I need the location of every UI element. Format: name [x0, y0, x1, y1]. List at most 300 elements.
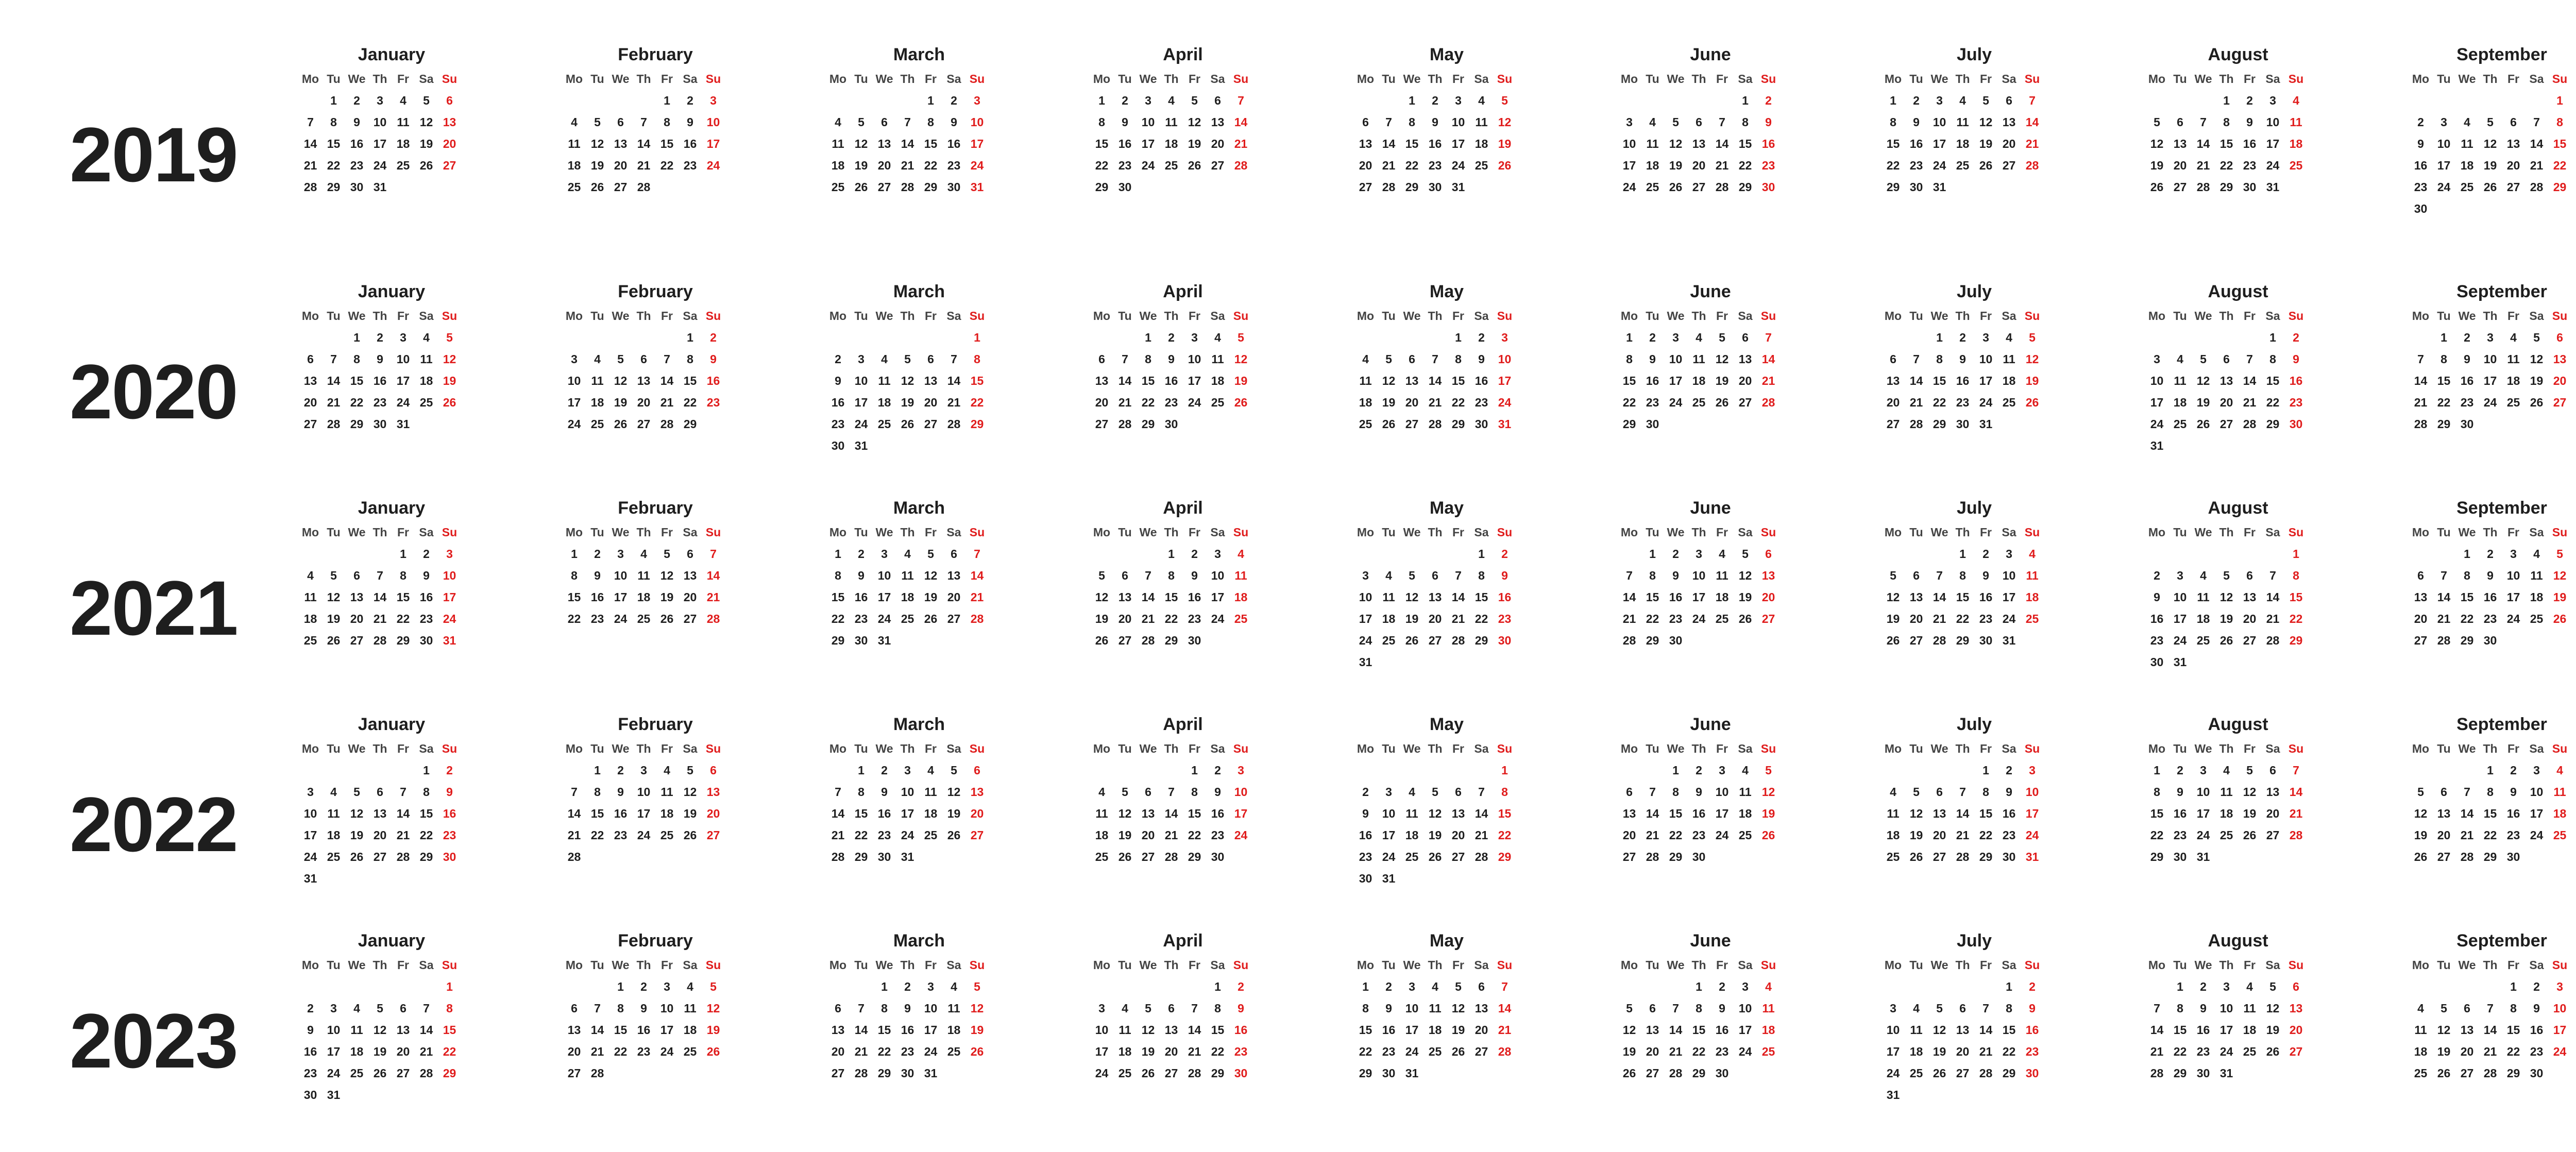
empty-cell: [1113, 976, 1137, 997]
weekday-header: Fr: [1716, 526, 1728, 539]
day-cell: 11: [947, 1002, 960, 1015]
weekday-header: We: [1139, 958, 1157, 972]
day-cell: 5: [951, 764, 957, 777]
day-cell: 15: [924, 137, 938, 150]
day-cell: 16: [1979, 590, 1993, 604]
day-cell: 6: [2441, 785, 2447, 799]
weekday-header: Tu: [1646, 72, 1659, 86]
month-day-grid: [1354, 305, 1539, 435]
day-cell: 3: [2223, 980, 2230, 993]
day-cell: 24: [373, 159, 387, 172]
day-cell: 26: [2414, 850, 2428, 863]
day-cell: 29: [1933, 417, 1946, 431]
sunday-day-cell: 24: [970, 159, 984, 172]
day-cell: 22: [567, 612, 581, 625]
day-cell: 22: [660, 159, 674, 172]
day-cell: 11: [2507, 352, 2520, 366]
day-cell: 23: [877, 828, 891, 842]
day-cell: 11: [1692, 352, 1705, 366]
empty-cell: [2409, 90, 2432, 111]
weekday-header: We: [1403, 72, 1421, 86]
day-cell: 18: [327, 828, 341, 842]
day-cell: 1: [1168, 547, 1175, 561]
sunday-day-cell: 30: [2025, 1066, 2039, 1080]
day-cell: 12: [1451, 1002, 1465, 1015]
sunday-day-cell: 23: [706, 396, 720, 409]
weekday-header: Mo: [1620, 309, 1638, 323]
day-cell: 22: [1886, 159, 1900, 172]
weekday-header: Mo: [1620, 72, 1638, 86]
weekday-header: Th: [2219, 526, 2234, 539]
day-cell: 3: [1936, 94, 1943, 107]
day-cell: 25: [1886, 850, 1900, 863]
day-cell: 29: [1141, 417, 1155, 431]
weekday-header: Su: [969, 72, 985, 86]
sunday-day-cell: 24: [2553, 1045, 2567, 1058]
day-cell: 27: [1933, 850, 1946, 863]
weekday-header: Su: [442, 742, 457, 755]
day-cell: 25: [2243, 1045, 2257, 1058]
day-cell: 10: [1451, 115, 1465, 129]
day-cell: 27: [1405, 417, 1419, 431]
sunday-day-cell: 16: [2289, 374, 2303, 387]
day-cell: 30: [2196, 1066, 2210, 1080]
weekday-header: Tu: [1646, 742, 1659, 755]
sunday-day-cell: 30: [2289, 417, 2303, 431]
day-cell: 24: [2219, 1045, 2233, 1058]
weekday-header: Th: [1955, 742, 1970, 755]
day-cell: 19: [2266, 1023, 2280, 1037]
day-cell: 3: [2533, 764, 2540, 777]
month-name: May: [1429, 45, 1464, 64]
weekday-header: Tu: [590, 958, 604, 972]
day-cell: 4: [594, 352, 601, 366]
sunday-day-cell: 21: [1234, 137, 1248, 150]
day-cell: 9: [353, 115, 360, 129]
day-cell: 28: [2414, 417, 2428, 431]
day-cell: 7: [423, 1002, 430, 1015]
day-cell: 12: [660, 569, 674, 582]
sunday-day-cell: 8: [2556, 115, 2563, 129]
day-cell: 27: [1141, 850, 1155, 863]
day-cell: 13: [396, 1023, 410, 1037]
day-cell: 23: [2414, 180, 2428, 194]
day-cell: 24: [877, 612, 891, 625]
month-day-grid: [1354, 954, 1539, 1084]
day-cell: 13: [2414, 590, 2428, 604]
weekday-header: We: [348, 72, 366, 86]
day-cell: 25: [1692, 396, 1706, 409]
sunday-day-cell: 30: [443, 850, 456, 863]
day-cell: 20: [614, 159, 628, 172]
day-cell: 16: [2530, 1023, 2544, 1037]
day-cell: 20: [2437, 828, 2451, 842]
day-cell: 17: [2002, 590, 2016, 604]
day-cell: 25: [1359, 417, 1372, 431]
day-cell: 18: [831, 159, 845, 172]
day-cell: 7: [1168, 785, 1175, 799]
day-cell: 4: [1959, 94, 1966, 107]
day-cell: 18: [350, 1045, 364, 1058]
weekday-header: Fr: [925, 72, 937, 86]
weekday-header: We: [612, 742, 630, 755]
day-cell: 23: [303, 1066, 317, 1080]
day-cell: 28: [2266, 634, 2280, 647]
sunday-day-cell: 3: [974, 94, 980, 107]
empty-cell: [563, 327, 586, 348]
empty-cell: [873, 90, 896, 111]
day-cell: 5: [1455, 980, 1462, 993]
day-cell: 13: [1164, 1023, 1178, 1037]
day-cell: 29: [877, 1066, 891, 1080]
weekday-header: Mo: [2412, 742, 2430, 755]
weekday-header: Th: [636, 309, 651, 323]
day-cell: 17: [2437, 159, 2451, 172]
sunday-day-cell: 7: [2293, 764, 2299, 777]
month-day-grid: [2145, 954, 2331, 1084]
empty-cell: [1882, 759, 1905, 781]
month-day-grid: [826, 68, 1012, 198]
empty-cell: [1137, 976, 1160, 997]
day-cell: 28: [2437, 634, 2451, 647]
day-cell: 10: [303, 807, 317, 820]
day-cell: 17: [396, 374, 410, 387]
weekday-header: Sa: [683, 742, 698, 755]
month-calendar: [563, 927, 748, 1084]
sunday-day-cell: 13: [970, 785, 984, 799]
day-cell: 2: [1719, 980, 1725, 993]
day-cell: 11: [660, 785, 673, 799]
day-cell: 27: [924, 417, 938, 431]
month-name: September: [2456, 45, 2547, 64]
day-cell: 17: [303, 828, 317, 842]
sunday-day-cell: 3: [2029, 764, 2036, 777]
day-cell: 4: [307, 569, 314, 582]
day-cell: 12: [1428, 807, 1442, 820]
day-cell: 2: [377, 331, 383, 344]
sunday-day-cell: 16: [1761, 137, 1775, 150]
day-cell: 28: [854, 1066, 868, 1080]
day-cell: 16: [590, 590, 604, 604]
day-cell: 14: [1428, 374, 1442, 387]
empty-cell: [1905, 327, 1928, 348]
weekday-header: Tu: [1118, 958, 1132, 972]
day-cell: 14: [1141, 590, 1155, 604]
day-cell: 22: [1095, 159, 1109, 172]
day-cell: 9: [835, 374, 841, 387]
weekday-header: Sa: [2265, 72, 2280, 86]
day-cell: 12: [1095, 590, 1109, 604]
day-cell: 8: [1409, 115, 1415, 129]
weekday-header: Su: [1760, 958, 1776, 972]
weekday-header: Mo: [2148, 526, 2166, 539]
day-cell: 14: [854, 1023, 868, 1037]
empty-cell: [1090, 543, 1113, 565]
day-cell: 8: [2154, 785, 2160, 799]
day-cell: 4: [400, 94, 406, 107]
day-cell: 3: [1890, 1002, 1896, 1015]
day-cell: 21: [831, 828, 845, 842]
day-cell: 14: [2530, 137, 2544, 150]
empty-cell: [299, 759, 322, 781]
weekday-header: Fr: [1980, 958, 1992, 972]
empty-cell: [2168, 327, 2192, 348]
day-cell: 1: [400, 547, 406, 561]
empty-cell: [1113, 327, 1137, 348]
day-cell: 7: [400, 785, 406, 799]
day-cell: 16: [1715, 1023, 1729, 1037]
day-cell: 14: [1909, 374, 1923, 387]
weekday-header: Th: [636, 742, 651, 755]
weekday-header: Th: [2483, 309, 2498, 323]
day-cell: 5: [617, 352, 624, 366]
empty-cell: [1687, 90, 1710, 111]
empty-cell: [1354, 759, 1377, 781]
day-cell: 13: [2460, 1023, 2474, 1037]
weekday-header: Fr: [1716, 72, 1728, 86]
weekday-header: Su: [705, 958, 721, 972]
day-cell: 16: [2002, 807, 2016, 820]
month-day-grid: [826, 954, 1012, 1084]
day-cell: 9: [2487, 569, 2494, 582]
day-cell: 23: [2196, 1045, 2210, 1058]
empty-cell: [1882, 543, 1905, 565]
day-cell: 13: [373, 807, 387, 820]
weekday-header: Tu: [590, 72, 604, 86]
day-cell: 28: [419, 1066, 433, 1080]
weekday-header: Su: [2024, 309, 2040, 323]
sunday-day-cell: 9: [2293, 352, 2299, 366]
sunday-day-cell: 28: [1234, 159, 1248, 172]
day-cell: 9: [594, 569, 601, 582]
weekday-header: Th: [2219, 72, 2234, 86]
day-cell: 19: [2150, 159, 2164, 172]
day-cell: 18: [1715, 590, 1729, 604]
day-cell: 21: [1669, 1045, 1683, 1058]
sunday-day-cell: 6: [2293, 980, 2299, 993]
day-cell: 26: [1095, 634, 1109, 647]
day-cell: 21: [947, 396, 961, 409]
day-cell: 16: [2460, 374, 2474, 387]
weekday-header: Mo: [565, 958, 583, 972]
day-cell: 30: [1669, 634, 1683, 647]
month-name: May: [1429, 282, 1464, 301]
month-day-grid: [1618, 305, 1803, 435]
day-cell: 26: [373, 1066, 387, 1080]
day-cell: 15: [1211, 1023, 1225, 1037]
day-cell: 18: [590, 396, 604, 409]
sunday-day-cell: 15: [970, 374, 984, 387]
day-cell: 20: [2173, 159, 2187, 172]
empty-cell: [632, 90, 655, 111]
sunday-day-cell: 25: [2553, 828, 2567, 842]
day-cell: 8: [1214, 1002, 1221, 1015]
sunday-day-cell: 4: [2556, 764, 2563, 777]
day-cell: 1: [571, 547, 578, 561]
day-cell: 4: [2177, 352, 2183, 366]
day-cell: 30: [947, 180, 961, 194]
day-cell: 6: [1455, 785, 1462, 799]
day-cell: 26: [1382, 417, 1396, 431]
day-cell: 15: [831, 590, 845, 604]
day-cell: 15: [2002, 1023, 2016, 1037]
day-cell: 20: [1692, 159, 1706, 172]
weekday-header: Sa: [2002, 526, 2016, 539]
day-cell: 15: [2173, 1023, 2187, 1037]
weekday-header: Th: [1164, 72, 1179, 86]
sunday-day-cell: 1: [446, 980, 453, 993]
sunday-day-cell: 22: [2553, 159, 2567, 172]
day-cell: 10: [1405, 1002, 1419, 1015]
weekday-header: Su: [2024, 742, 2040, 755]
day-cell: 15: [877, 1023, 891, 1037]
day-cell: 7: [904, 115, 911, 129]
day-cell: 6: [1742, 331, 1749, 344]
day-cell: 5: [1672, 115, 1679, 129]
weekday-header: Tu: [1646, 958, 1659, 972]
day-cell: 22: [590, 828, 604, 842]
month-calendar: [299, 278, 484, 435]
empty-cell: [1377, 90, 1400, 111]
sunday-day-cell: 31: [2025, 850, 2039, 863]
day-cell: 7: [2269, 569, 2276, 582]
empty-cell: [322, 759, 345, 781]
sunday-day-cell: 5: [2029, 331, 2036, 344]
day-cell: 5: [1409, 569, 1415, 582]
day-cell: 25: [2530, 612, 2544, 625]
day-cell: 27: [2414, 634, 2428, 647]
day-cell: 19: [590, 159, 604, 172]
day-cell: 26: [1118, 850, 1132, 863]
sunday-day-cell: 22: [2289, 612, 2303, 625]
empty-cell: [368, 543, 392, 565]
weekday-header: Fr: [925, 742, 937, 755]
day-cell: 30: [2173, 850, 2187, 863]
sunday-day-cell: 7: [974, 547, 980, 561]
day-cell: 18: [947, 1023, 961, 1037]
month-day-grid: [2145, 738, 2331, 868]
day-cell: 18: [924, 807, 938, 820]
day-cell: 21: [854, 1045, 868, 1058]
weekday-header: We: [2458, 958, 2476, 972]
sunday-day-cell: 7: [1765, 331, 1772, 344]
day-cell: 1: [2464, 547, 2470, 561]
day-cell: 10: [2437, 137, 2451, 150]
day-cell: 13: [1622, 807, 1636, 820]
day-cell: 2: [904, 980, 911, 993]
weekday-header: Sa: [419, 526, 434, 539]
weekday-header: Su: [1233, 309, 1249, 323]
day-cell: 15: [2150, 807, 2164, 820]
weekday-header: Su: [442, 72, 457, 86]
day-cell: 1: [1672, 764, 1679, 777]
day-cell: 29: [2219, 180, 2233, 194]
weekday-header: Tu: [590, 742, 604, 755]
day-cell: 28: [590, 1066, 604, 1080]
day-cell: 12: [1933, 1023, 1946, 1037]
day-cell: 14: [590, 1023, 604, 1037]
day-cell: 10: [2530, 785, 2544, 799]
sunday-day-cell: 20: [2553, 374, 2567, 387]
empty-cell: [2432, 976, 2455, 997]
sunday-day-cell: 9: [1501, 569, 1508, 582]
day-cell: 20: [1095, 396, 1109, 409]
sunday-day-cell: 12: [1234, 352, 1248, 366]
day-cell: 16: [350, 137, 364, 150]
day-cell: 23: [2150, 634, 2164, 647]
day-cell: 20: [1428, 612, 1442, 625]
sunday-day-cell: 29: [970, 417, 984, 431]
day-cell: 27: [1646, 1066, 1659, 1080]
weekday-header: Th: [900, 526, 915, 539]
month-day-grid: [2409, 954, 2576, 1084]
weekday-header: Sa: [1738, 526, 1753, 539]
day-cell: 14: [2243, 374, 2257, 387]
day-cell: 1: [1455, 331, 1462, 344]
day-cell: 21: [419, 1045, 433, 1058]
day-cell: 18: [1646, 159, 1659, 172]
month-day-grid: [1618, 521, 1803, 651]
empty-cell: [2168, 543, 2192, 565]
sunday-day-cell: 21: [706, 590, 720, 604]
day-cell: 5: [1626, 1002, 1633, 1015]
day-cell: 12: [901, 374, 914, 387]
day-cell: 26: [1909, 850, 1923, 863]
month-calendar: [1618, 711, 1803, 868]
day-cell: 2: [2417, 115, 2424, 129]
day-cell: 3: [858, 352, 865, 366]
day-cell: 9: [377, 352, 383, 366]
weekday-header: Mo: [1093, 958, 1111, 972]
sunday-day-cell: 31: [1498, 417, 1512, 431]
day-cell: 15: [2437, 374, 2451, 387]
weekday-header: Th: [1428, 958, 1443, 972]
month-calendar: [1354, 927, 1539, 1084]
day-cell: 21: [2150, 1045, 2164, 1058]
day-cell: 7: [1455, 569, 1462, 582]
day-cell: 10: [2506, 569, 2520, 582]
weekday-header: Mo: [829, 526, 847, 539]
day-cell: 7: [951, 352, 957, 366]
day-cell: 27: [1359, 180, 1372, 194]
day-cell: 8: [2177, 1002, 2183, 1015]
day-cell: 24: [1359, 634, 1372, 647]
day-cell: 15: [1956, 590, 1970, 604]
day-cell: 30: [1118, 180, 1132, 194]
month-name: September: [2456, 282, 2547, 301]
day-cell: 25: [2196, 634, 2210, 647]
day-cell: 27: [1118, 634, 1132, 647]
day-cell: 29: [1738, 180, 1752, 194]
day-cell: 3: [330, 1002, 337, 1015]
day-cell: 12: [1188, 115, 1201, 129]
sunday-day-cell: 27: [2553, 396, 2567, 409]
day-cell: 5: [1122, 785, 1128, 799]
day-cell: 19: [2196, 396, 2210, 409]
day-cell: 29: [1979, 850, 1993, 863]
day-cell: 27: [1622, 850, 1636, 863]
day-cell: 7: [1936, 569, 1943, 582]
day-cell: 15: [1669, 807, 1683, 820]
month-day-grid: [826, 521, 1012, 651]
weekday-header: Tu: [1382, 742, 1396, 755]
sunday-day-cell: 16: [706, 374, 720, 387]
day-cell: 22: [924, 159, 938, 172]
day-cell: 5: [1145, 1002, 1151, 1015]
day-cell: 31: [877, 634, 891, 647]
weekday-header: Tu: [2173, 526, 2187, 539]
day-cell: 6: [1890, 352, 1896, 366]
